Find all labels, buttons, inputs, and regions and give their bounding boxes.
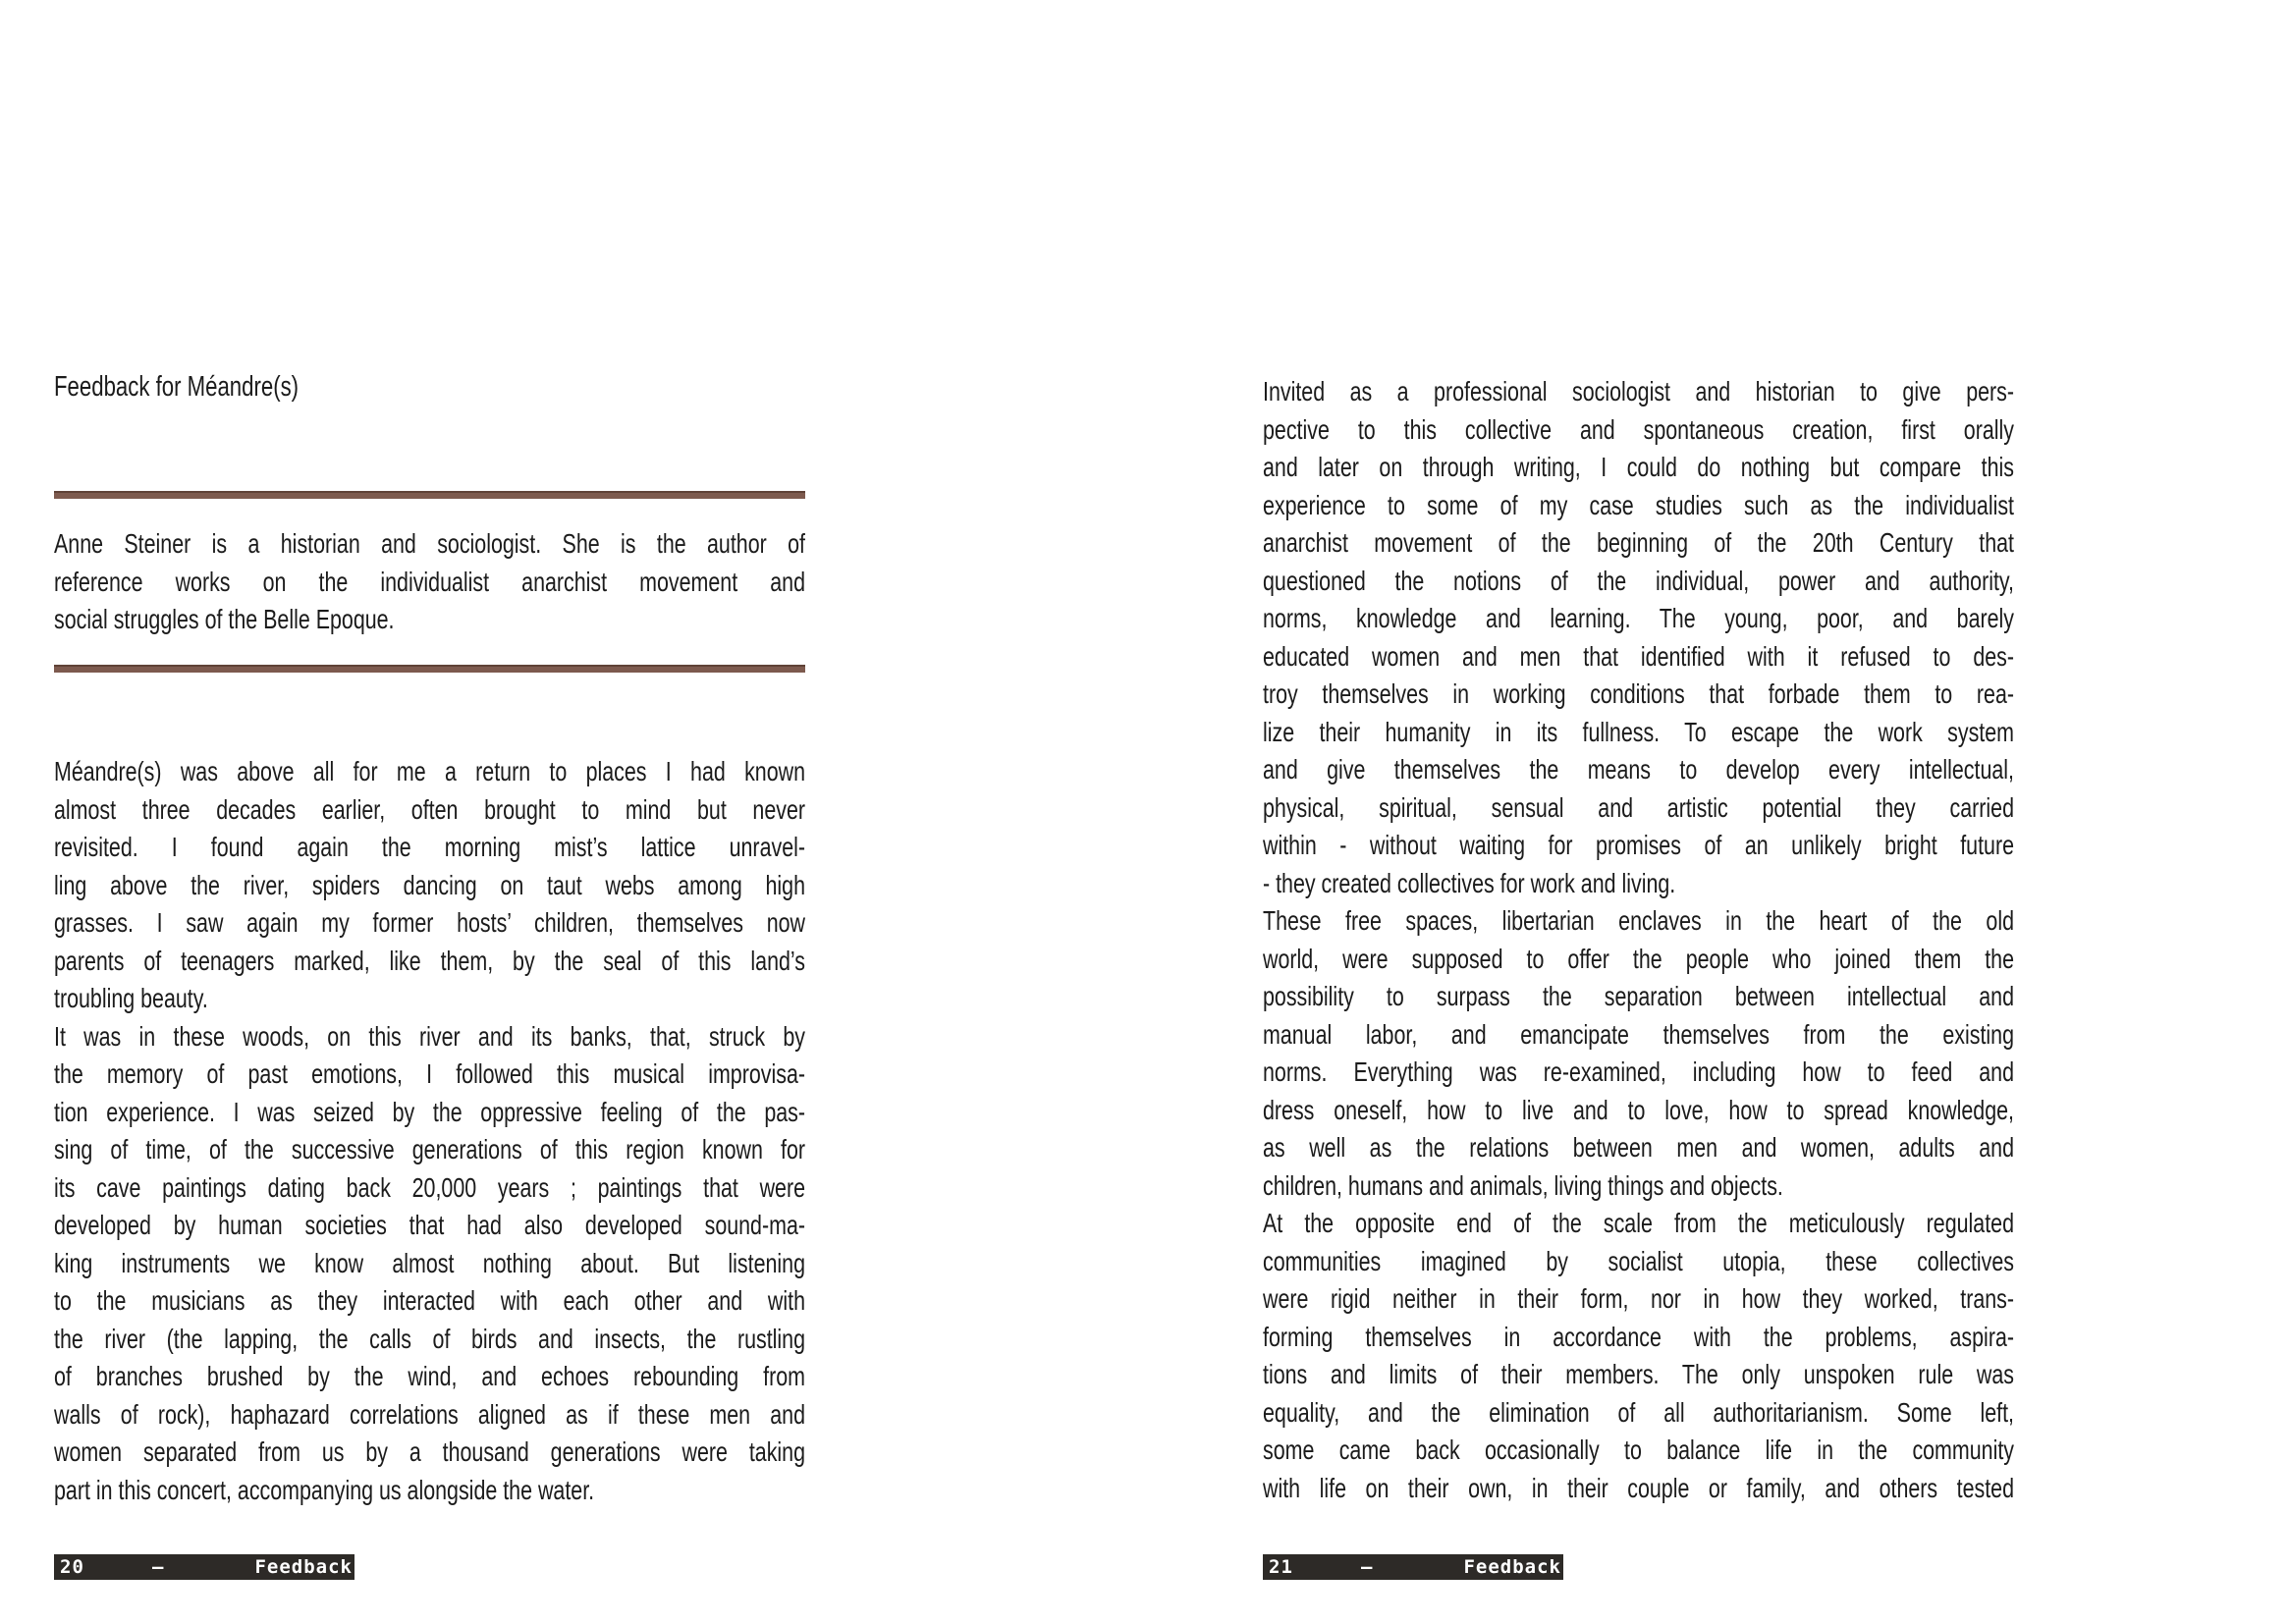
text-line: Anne Steiner is a historian and sociologist. She is the author of [54, 528, 805, 559]
text-line: Méandre(s) was above all for me a return to places I had known [54, 756, 805, 786]
text-line: dress oneself, how to live and to love, how to spread knowledge, [1263, 1094, 2014, 1125]
text-line: physical, spiritual, sensual and artistic potential they carried [1263, 791, 2014, 823]
text-line: troubling beauty. [54, 983, 208, 1013]
footer-section-label: Feedback [254, 1556, 353, 1578]
text-line: king instruments we know almost nothing about. But listening [54, 1247, 805, 1278]
text-line: tions and limits of their members. The only unspoken rule was [1263, 1359, 2014, 1389]
right-body-text [1263, 373, 2014, 1507]
text-line: of branches brushed by the wind, and echoes rebounding from [54, 1361, 805, 1391]
text-line: almost three decades earlier, often brought to mind but never [54, 793, 805, 825]
left-page-text-column [54, 0, 805, 1624]
text-line: manual labor, and emancipate themselves from the existing [1263, 1018, 2014, 1050]
text-line: developed by human societies that had also developed sound-ma- [54, 1210, 805, 1240]
paragraph [54, 753, 805, 1018]
text-line: reference works on the individualist anarchist movement and [54, 566, 805, 597]
text-line: - they created collectives for work and living. [1263, 867, 1676, 898]
text-line: anarchist movement of the beginning of the 20th Century that [1263, 527, 2014, 558]
paragraph [1263, 373, 2014, 902]
text-line: with life on their own, in their couple or family, and others tested [1263, 1472, 2014, 1503]
text-line: the memory of past emotions, I followed this musical improvisa- [54, 1058, 805, 1089]
text-line: its cave paintings dating back 20,000 years ; paintings that were [54, 1171, 805, 1203]
footer-dash: – [152, 1556, 165, 1578]
text-line: pective to this collective and spontaneous creation, first orally [1263, 413, 2014, 445]
text-line: some came back occasionally to balance life in the community [1263, 1435, 2014, 1465]
left-page-footer [54, 1554, 354, 1580]
text-line: and later on through writing, I could do nothing but compare this [1263, 452, 2014, 482]
author-bio [54, 525, 805, 639]
text-line: walls of rock), haphazard correlations aligned as if these men and [54, 1398, 805, 1430]
footer-dash: – [1361, 1556, 1374, 1578]
text-line: social struggles of the Belle Epoque. [54, 604, 395, 634]
text-line: ling above the river, spiders dancing on taut webs among high [54, 869, 805, 900]
text-line: equality, and the elimination of all authoritarianism. Some left, [1263, 1396, 2014, 1428]
paragraph [54, 1018, 805, 1510]
text-line: children, humans and animals, living things and objects. [1263, 1169, 1783, 1201]
left-body-text [54, 753, 805, 1509]
text-line: sing of time, of the successive generations of this region known for [54, 1134, 805, 1164]
text-line: questioned the notions of the individual, power and authority, [1263, 565, 2014, 596]
paragraph [1263, 902, 2014, 1205]
text-line: Invited as a professional sociologist and historian to give pers- [1263, 376, 2014, 406]
text-line: parents of teenagers marked, like them, by the seal of this land’s [54, 945, 805, 976]
text-line: lize their humanity in its fullness. To escape the work system [1263, 716, 2014, 747]
right-page-footer [1263, 1554, 1563, 1580]
text-line: norms. Everything was re-examined, including how to feed and [1263, 1056, 2014, 1087]
divider-rule-top [54, 491, 805, 499]
text-line: and give themselves the means to develop every intellectual, [1263, 754, 2014, 785]
text-line: within - without waiting for promises of an unlikely bright future [1263, 830, 2014, 860]
text-line: possibility to surpass the separation between intellectual and [1263, 981, 2014, 1011]
text-line: were rigid neither in their form, nor in how they worked, trans- [1263, 1283, 2014, 1314]
text-line: These free spaces, libertarian enclaves in the heart of the old [1263, 905, 2014, 936]
text-line: experience to some of my case studies such as the individualist [1263, 489, 2014, 520]
footer-section-label: Feedback [1463, 1556, 1561, 1578]
text-line: forming themselves in accordance with the problems, aspira- [1263, 1321, 2014, 1352]
text-line: It was in these woods, on this river and its banks, that, struck by [54, 1020, 805, 1052]
paragraph [1263, 1205, 2014, 1507]
text-line: communities imagined by socialist utopia, these collectives [1263, 1245, 2014, 1276]
text-line: part in this concert, accompanying us alongside the water. [54, 1474, 595, 1505]
text-line: to the musicians as they interacted with each other and with [54, 1285, 805, 1316]
text-line: grasses. I saw again my former hosts’ children, themselves now [54, 907, 805, 938]
text-line: tion experience. I was seized by the oppressive feeling of the pas- [54, 1096, 805, 1127]
page-number: 21 [1269, 1556, 1293, 1578]
text-line: the river (the lapping, the calls of birds and insects, the rustling [54, 1323, 805, 1354]
text-line: educated women and men that identified with it refused to des- [1263, 640, 2014, 672]
text-line: as well as the relations between men and women, adults and [1263, 1132, 2014, 1163]
divider-rule-bottom [54, 665, 805, 673]
page-number: 20 [60, 1556, 84, 1578]
text-line: women separated from us by a thousand generations were taking [54, 1436, 805, 1467]
page-title: Feedback for Méandre(s) [54, 371, 300, 403]
text-line: world, were supposed to offer the people who joined them the [1263, 943, 2014, 974]
text-line: revisited. I found again the morning mist’s lattice unravel- [54, 832, 805, 862]
text-line: At the opposite end of the scale from the meticulously regulated [1263, 1208, 2014, 1238]
right-page-text-column [1263, 0, 2014, 1624]
text-line: troy themselves in working conditions that forbade them to rea- [1263, 678, 2014, 709]
text-line: norms, knowledge and learning. The young, poor, and barely [1263, 603, 2014, 633]
